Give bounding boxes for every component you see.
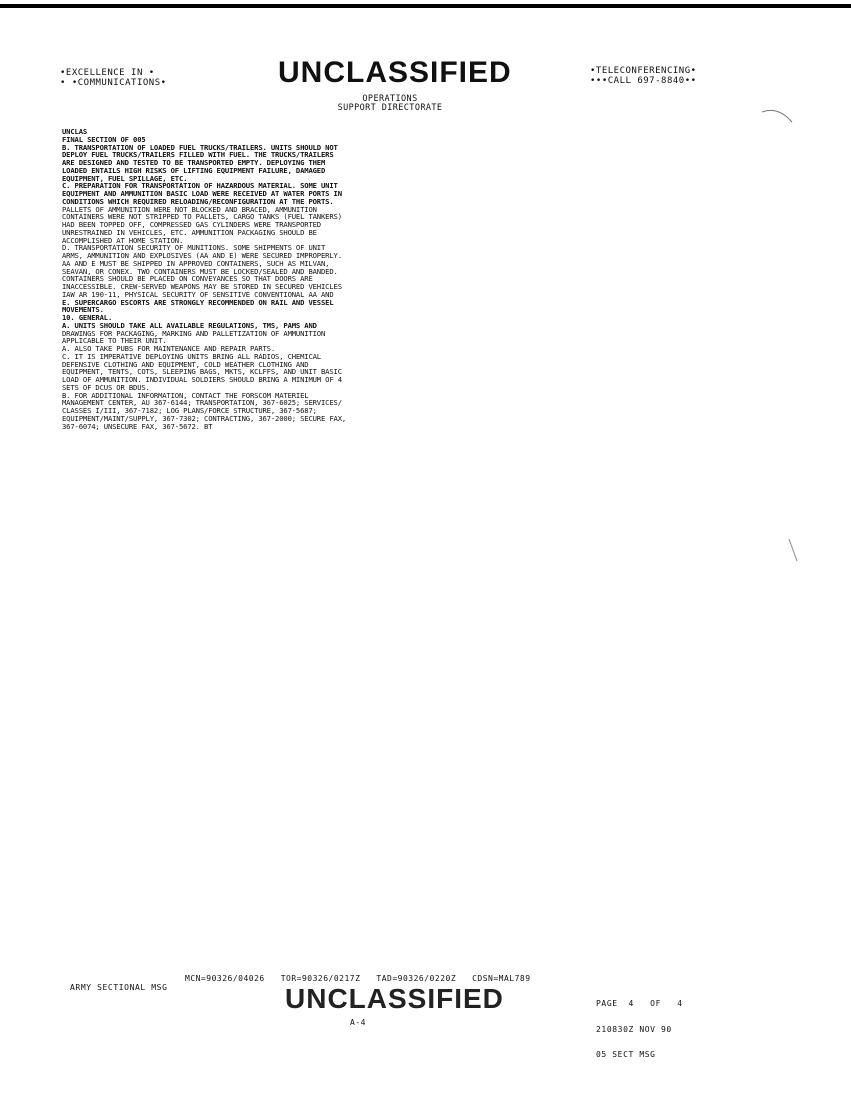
header-teleconference-line: •TELECONFERENCING• [590, 66, 697, 76]
message-line: HAD BEEN TOPPED OFF, COMPRESSED GAS CYLINDERS WERE TRANSPORTED [62, 220, 321, 229]
page-info [596, 983, 683, 1068]
page-label: A-4 [350, 1018, 366, 1027]
message-line: D. TRANSPORTATION SECURITY OF MUNITIONS. SOME SHIPMENTS OF UNIT [62, 243, 326, 253]
page-info-line: 05 SECT MSG [596, 1050, 656, 1059]
header-motto [60, 68, 167, 88]
message-line: EQUIPMENT, TENTS, COTS, SLEEPING BAGS, MKTS, KCLFFS, AND UNIT BASIC [62, 367, 342, 377]
message-line: C. PREPARATION FOR TRANSPORTATION OF HAZARDOUS MATERIAL. SOME UNIT [62, 181, 338, 191]
classification-footer: UNCLASSIFIED [285, 983, 504, 1014]
classification-header: UNCLASSIFIED [278, 56, 512, 89]
message-line: FINAL SECTION OF 005 [62, 134, 146, 144]
message-line: EQUIPMENT, FUEL SPILLAGE, ETC. [62, 173, 188, 183]
message-line: CONTAINERS SHOULD BE PLACED ON CONVEYANCES SO THAT DOORS ARE [62, 274, 313, 284]
scan-mark [760, 100, 800, 130]
message-line: LOADED ENTAILS HIGH RISKS OF LIFTING EQUIPMENT FAILURE, DAMAGED [62, 165, 326, 175]
message-identifiers: MCN=90326/04026 TOR=90326/0217Z TAD=90326/0220Z CDSN=MAL789 [185, 974, 531, 983]
message-line: CLASSES I/III, 367-7182; LOG PLANS/FORCE STRUCTURE, 367-5687; [62, 406, 317, 415]
message-line: 10. GENERAL. [62, 313, 113, 322]
message-line: INACCESSIBLE. CREW-SERVED WEAPONS MAY BE STORED IN SECURED VEHICLES [62, 282, 342, 291]
message-line: CONTAINERS WERE NOT STRIPPED TO PALLETS, CARGO TANKS (FUEL TANKERS) [62, 212, 342, 222]
message-line: DRAWINGS FOR PACKAGING, MARKING AND PALLETIZATION OF AMMUNITION [62, 328, 326, 338]
header-motto-line: •EXCELLENCE IN • [60, 68, 155, 78]
message-line: SETS OF DCUS OR BDUS. [62, 382, 150, 392]
header-motto-line: • •COMMUNICATIONS• [60, 78, 167, 88]
message-line: ACCOMPLISHED AT HOME STATION. [62, 235, 184, 245]
message-line: PALLETS OF AMMUNITION WERE NOT BLOCKED AND BRACED, AMMUNITION [62, 204, 317, 214]
header-teleconference [590, 66, 697, 86]
message-line: UNCLAS [62, 127, 88, 136]
directorate-line: SUPPORT DIRECTORATE [337, 103, 443, 113]
message-line: LOAD OF AMMUNITION. INDIVIDUAL SOLDIERS SHOULD BRING A MINIMUM OF 4 [62, 375, 342, 384]
message-line: SEAVAN, OR CONEX. TWO CONTAINERS MUST BE LOCKED/SEALED AND BANDED. [62, 266, 338, 276]
message-line: MOVEMENTS. [62, 305, 104, 315]
message-line: B. TRANSPORTATION OF LOADED FUEL TRUCKS/TRAILERS. UNITS SHOULD NOT [62, 142, 338, 152]
message-line: A. ALSO TAKE PUBS FOR MAINTENANCE AND REPAIR PARTS. [62, 344, 276, 353]
message-line: ARE DESIGNED AND TESTED TO BE TRANSPORTED EMPTY. DEPLOYING THEM [62, 158, 326, 167]
header-teleconference-line: •••CALL 697-8840•• [590, 76, 697, 86]
message-line: ARMS, AMMUNITION AND EXPLOSIVES (AA AND E) WERE SECURED IMPROPERLY. [62, 251, 342, 260]
message-type: ARMY SECTIONAL MSG [70, 983, 168, 992]
message-line: C. IT IS IMPERATIVE DEPLOYING UNITS BRING ALL RADIOS, CHEMICAL [62, 351, 321, 361]
message-line: EQUIPMENT AND AMMUNITION BASIC LOAD WERE RECEIVED AT WATER PORTS IN [62, 189, 342, 198]
page-info-line: PAGE 4 OF 4 [596, 999, 683, 1008]
directorate-line: OPERATIONS [362, 94, 418, 104]
message-line: EQUIPMENT/MAINT/SUPPLY, 367-7302; CONTRACTING, 367-2000; SECURE FAX, [62, 413, 347, 423]
message-line: DEFENSIVE CLOTHING AND EQUIPMENT, COLD WEATHER CLOTHING AND [62, 359, 309, 369]
directorate-label [310, 95, 470, 113]
message-line: B. FOR ADDITIONAL INFORMATION, CONTACT THE FORSCOM MATERIEL [62, 390, 309, 400]
message-line: A. UNITS SHOULD TAKE ALL AVAILABLE REGULATIONS, TMS, PAMS AND [62, 320, 317, 330]
message-line: E. SUPERCARGO ESCORTS ARE STRONGLY RECOMMENDED ON RAIL AND VESSEL [62, 297, 334, 307]
message-line: CONDITIONS WHICH REQUIRED RELOADING/RECONFIGURATION AT THE PORTS. [62, 196, 334, 206]
message-line: 367-6074; UNSECURE FAX, 367-5672. BT [62, 421, 213, 431]
message-line: AA AND E MUST BE SHIPPED IN APPROVED CONTAINERS, SUCH AS MILVAN, [62, 258, 330, 268]
page-info-line: 210830Z NOV 90 [596, 1024, 672, 1034]
message-body [62, 128, 382, 430]
message-line: MANAGEMENT CENTER, AU 367-6144; TRANSPORTATION, 367-6025; SERVICES/ [62, 398, 342, 408]
message-line: IAW AR 190-11, PHYSICAL SECURITY OF SENSITIVE CONVENTIONAL AA AND [62, 289, 334, 299]
message-line: UNRESTRAINED IN VEHICLES, ETC. AMMUNITION PACKAGING SHOULD BE [62, 227, 317, 237]
message-line: DEPLOY FUEL TRUCKS/TRAILERS FILLED WITH FUEL. THE TRUCKS/TRAILERS [62, 150, 334, 160]
top-border-rule [0, 4, 851, 8]
scan-mark [785, 535, 805, 575]
message-line: APPLICABLE TO THEIR UNIT. [62, 336, 167, 346]
